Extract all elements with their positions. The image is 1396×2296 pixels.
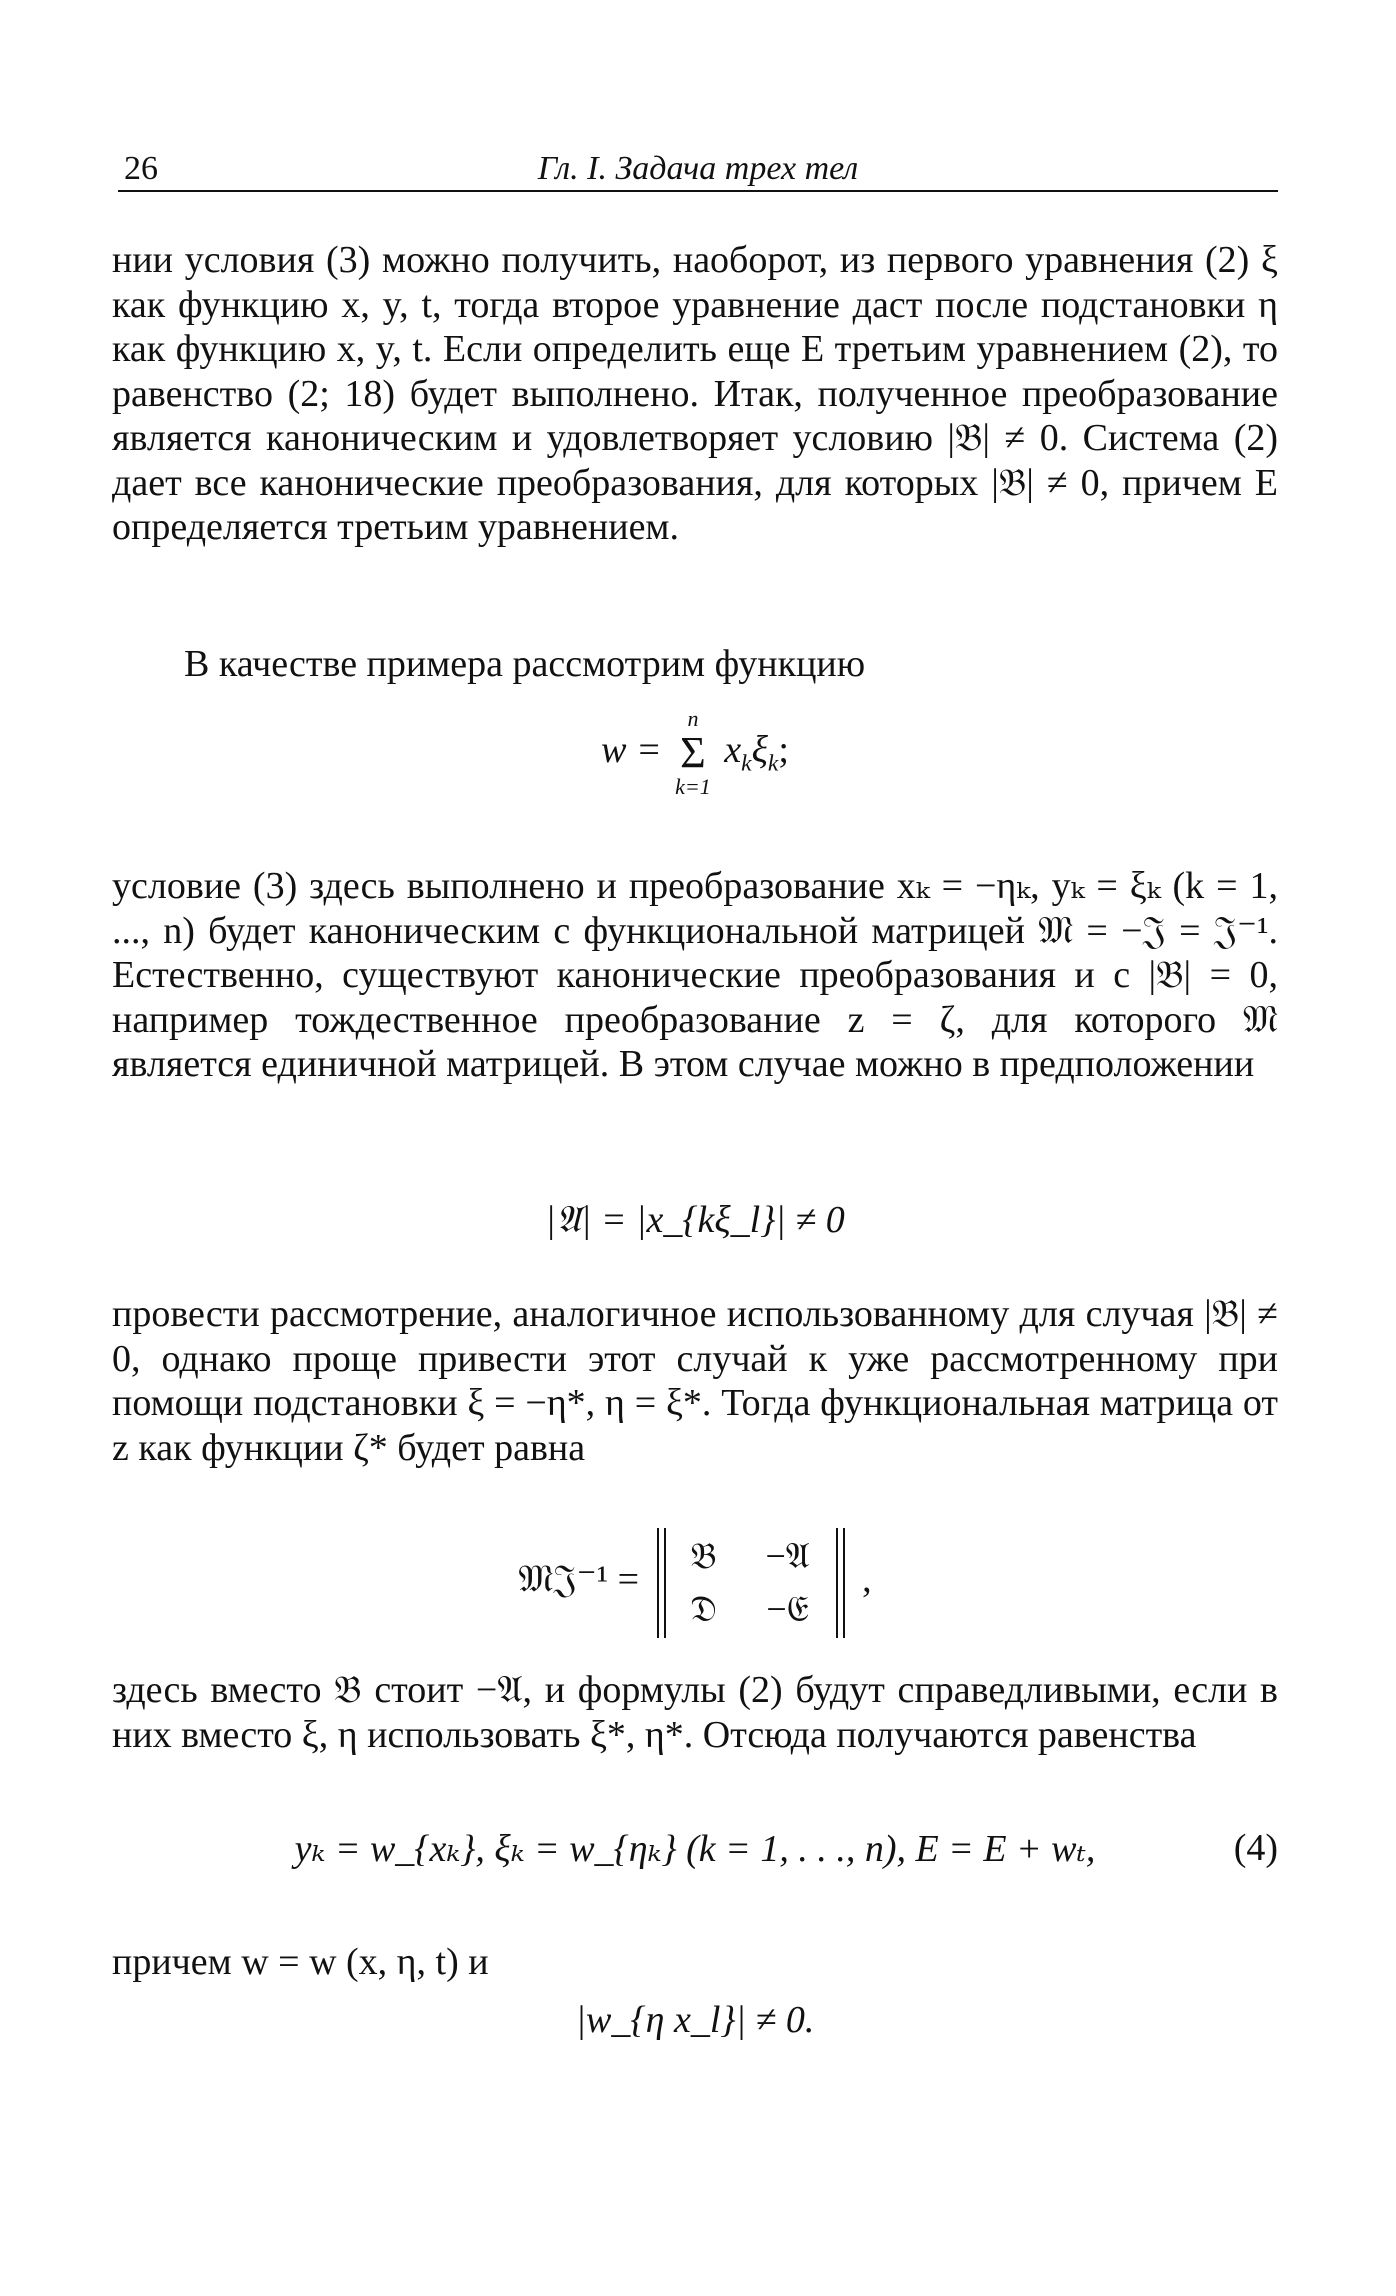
paragraph-4: провести рассмотрение, аналогичное использованному для случая |𝔅| ≠ 0, однако проще привести этот случай к уже рассмотренному при помощи подстановки ξ = −η*, η = ξ*. Тогда функциональная матрица от z как функции ζ* будет равна	[112, 1293, 1278, 1469]
eq2-text: |𝔄| = |x_{kξ_l}| ≠ 0	[545, 1199, 845, 1241]
matrix-cell: −𝔄	[765, 1536, 810, 1576]
block-matrix	[649, 1528, 853, 1638]
sum-lower-limit: k=1	[675, 774, 711, 800]
paragraph-1: нии условия (3) можно получить, наоборот, из первого уравнения (2) ξ как функцию x, y, t, тогда второе уравнение даст после подстановки η как функцию x, y, t. Если определить еще E третьим уравнением (2), то равенство (2; 18) будет выполнено. Итак, полученное преобразование является каноническим и удовлетворяет условию |𝔅| ≠ 0. Система (2) дает все канонические преобразования, для которых |𝔅| ≠ 0, причем E определяется третьим уравнением.	[112, 239, 1278, 548]
paragraph-5-block	[112, 1668, 1278, 1757]
paragraph-2-block	[112, 642, 1278, 687]
equation-final	[112, 1998, 1278, 2042]
paragraph-4-block	[112, 1292, 1278, 1470]
running-title: Гл. I. Задача трех тел	[537, 150, 859, 187]
sum-upper-limit: n	[687, 706, 699, 731]
eq1-tail: ;	[778, 728, 789, 771]
eq1-body: $x_k\xi_k$	[724, 728, 779, 777]
equation-number: (4)	[1233, 1827, 1278, 1869]
paragraph-5: здесь вместо 𝔅 стоит −𝔄, и формулы (2) будут справедливыми, если в них вместо ξ, η использовать ξ*, η*. Отсюда получаются равенства	[112, 1669, 1278, 1756]
eq5-text: |w_{η x_l}| ≠ 0.	[575, 1999, 815, 2041]
page-number: 26	[124, 150, 158, 187]
matrix-right-bar	[836, 1528, 845, 1638]
paragraph-1-block	[112, 238, 1278, 550]
paragraph-6-block	[112, 1940, 1278, 1985]
matrix-cell: 𝔇	[690, 1589, 717, 1629]
paragraph-3: условие (3) здесь выполнено и преобразование xₖ = −ηₖ, yₖ = ξₖ (k = 1, ..., n) будет каноническим с функциональной матрицей 𝔐 = −𝔍 = 𝔍⁻¹. Естественно, существуют канонические преобразования и с |𝔅| = 0, например тождественное преобразование z = ζ, для которого 𝔐 является единичной матрицей. В этом случае можно в предположении	[112, 865, 1278, 1085]
matrix-left-bar	[657, 1528, 666, 1638]
eq1-lhs: w =	[601, 728, 662, 771]
equation-matrix	[112, 1528, 1278, 1638]
equation-determinant	[112, 1198, 1278, 1242]
matrix-grid	[674, 1535, 828, 1631]
sigma-symbol: Σ	[680, 728, 706, 777]
matrix-cell: −𝔈	[766, 1589, 809, 1629]
header-rule	[118, 190, 1278, 192]
running-header	[118, 142, 1278, 192]
paragraph-6: причем w = w (x, η, t) и	[112, 1941, 489, 1983]
summation-operator	[675, 708, 711, 798]
paragraph-3-block	[112, 864, 1278, 1087]
eq3-lhs: 𝔐𝔍⁻¹ =	[518, 1558, 640, 1601]
equation-sum	[112, 708, 1278, 798]
paragraph-2: В качестве примера рассмотрим функцию	[184, 643, 866, 685]
matrix-cell: 𝔅	[690, 1536, 717, 1576]
eq3-tail: ,	[862, 1558, 872, 1601]
equation-4	[112, 1826, 1278, 1871]
eq4-text: yₖ = w_{xₖ}, ξₖ = w_{ηₖ} (k = 1, . . ., n), E = E + wₜ,	[294, 1828, 1096, 1870]
